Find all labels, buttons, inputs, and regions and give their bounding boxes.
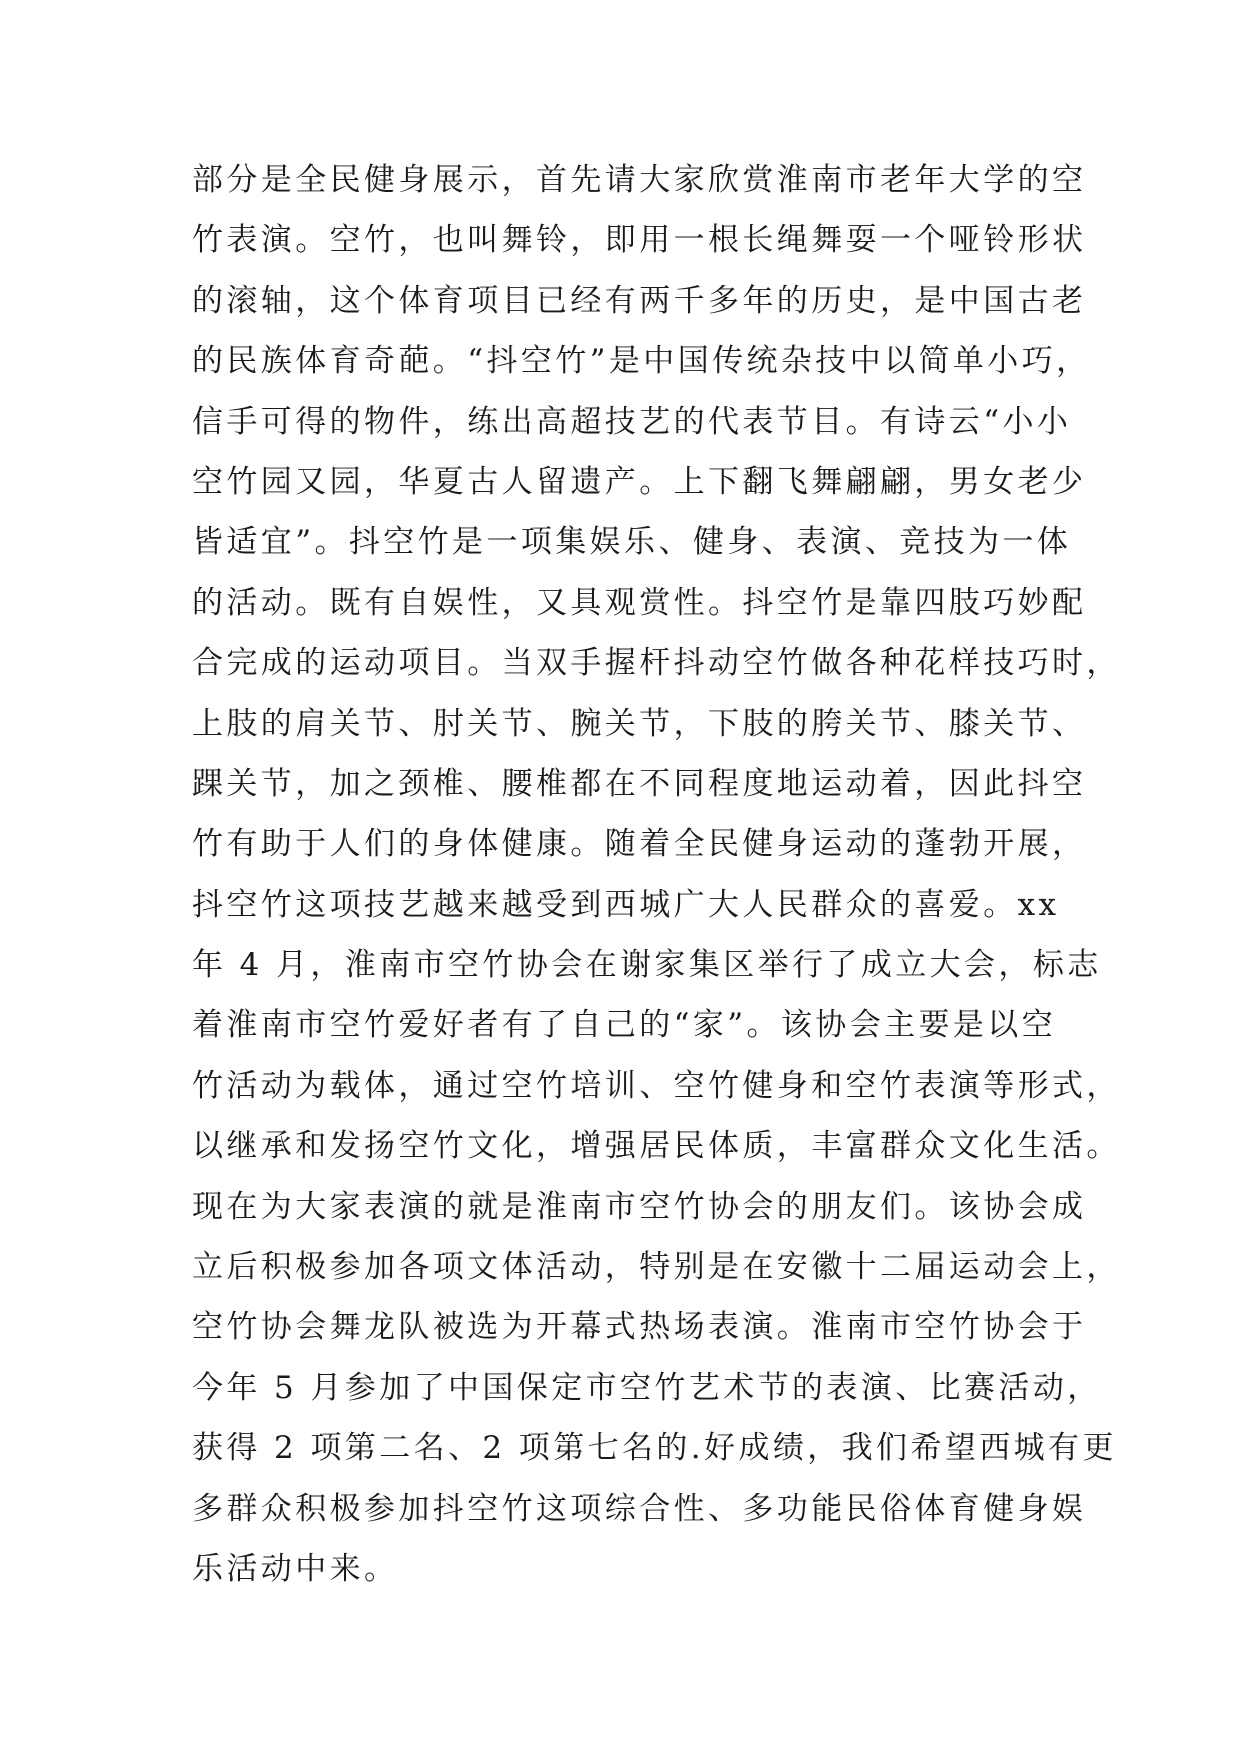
text-line: 竹有助于人们的身体健康。随着全民健身运动的蓬勃开展， xyxy=(192,826,1087,863)
text-line: 乐活动中来。 xyxy=(192,1550,399,1587)
text-line: 抖空竹这项技艺越来越受到西城广大人民群众的喜爱。xx xyxy=(192,886,1060,923)
text-line: 现在为大家表演的就是淮南市空竹协会的朋友们。该协会成 xyxy=(192,1188,1087,1225)
text-line: 踝关节，加之颈椎、腰椎都在不同程度地运动着，因此抖空 xyxy=(192,765,1087,802)
text-line: 空竹协会舞龙队被选为开幕式热场表演。淮南市空竹协会于 xyxy=(192,1309,1087,1346)
body-paragraph xyxy=(192,150,1121,1599)
text-line: 空竹园又园，华夏古人留遗产。上下翻飞舞翩翩，男女老少 xyxy=(192,463,1087,500)
text-line: 部分是全民健身展示，首先请大家欣赏淮南市老年大学的空 xyxy=(192,162,1087,198)
text-line: 的民族体育奇葩。“抖空竹”是中国传统杂技中以简单小巧， xyxy=(192,343,1091,380)
text-line: 合完成的运动项目。当双手握杆抖动空竹做各种花样技巧时， xyxy=(192,645,1121,682)
text-line: 多群众积极参加抖空竹这项综合性、多功能民俗体育健身娱 xyxy=(192,1490,1087,1527)
text-line: 的滚轴，这个体育项目已经有两千多年的历史，是中国古老 xyxy=(192,282,1087,319)
text-line: 竹表演。空竹，也叫舞铃，即用一根长绳舞耍一个哑铃形状 xyxy=(192,222,1087,259)
text-line: 获得 2 项第二名、2 项第七名的.好成绩，我们希望西城有更 xyxy=(192,1430,1117,1467)
text-line: 年 4 月，淮南市空竹协会在谢家集区举行了成立大会，标志 xyxy=(192,947,1102,984)
text-line: 的活动。既有自娱性，又具观赏性。抖空竹是靠四肢巧妙配 xyxy=(192,584,1087,621)
text-line: 皆适宜”。抖空竹是一项集娱乐、健身、表演、竞技为一体 xyxy=(192,524,1072,561)
text-line: 今年 5 月参加了中国保定市空竹艺术节的表演、比赛活动， xyxy=(192,1369,1102,1406)
text-line: 立后积极参加各项文体活动，特别是在安徽十二届运动会上， xyxy=(192,1249,1121,1286)
text-line: 以继承和发扬空竹文化，增强居民体质，丰富群众文化生活。 xyxy=(192,1128,1121,1165)
text-line: 上肢的肩关节、肘关节、腕关节，下肢的胯关节、膝关节、 xyxy=(192,705,1087,742)
text-line: 信手可得的物件，练出高超技艺的代表节目。有诗云“小小 xyxy=(192,403,1072,440)
text-line: 竹活动为载体，通过空竹培训、空竹健身和空竹表演等形式， xyxy=(192,1067,1121,1104)
text-line: 着淮南市空竹爱好者有了自己的“家”。该协会主要是以空 xyxy=(192,1007,1057,1044)
